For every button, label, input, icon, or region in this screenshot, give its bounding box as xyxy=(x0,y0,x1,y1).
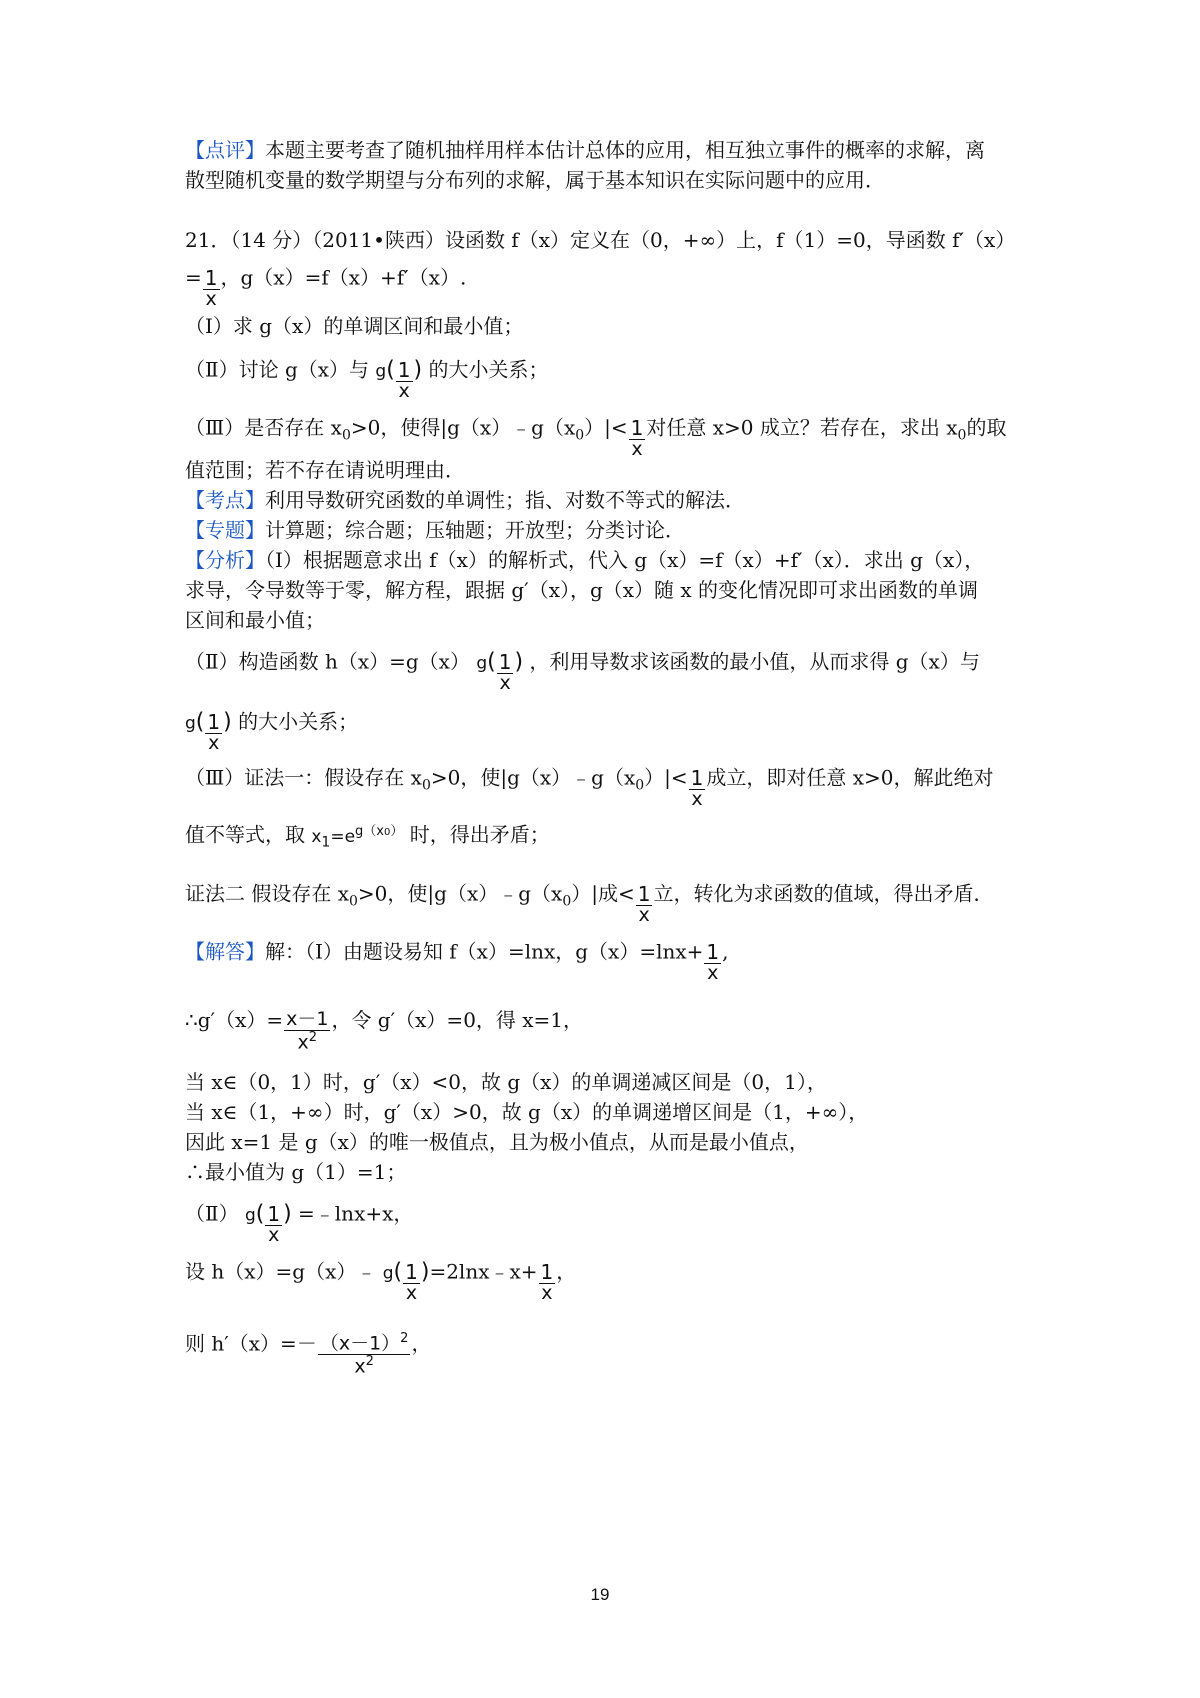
g-symbol: g xyxy=(382,1263,394,1284)
frac-den: x xyxy=(629,439,646,460)
fenxi-p2-c: 的大小关系； xyxy=(238,709,359,734)
frac-den: x xyxy=(265,1225,282,1246)
problem-part-1 xyxy=(185,312,1045,340)
fenxi-text-3: 区间和最小值； xyxy=(185,608,325,632)
frac-den: x xyxy=(396,381,413,402)
subscript-0: 0 xyxy=(341,427,351,444)
fenxi-p4-b: >0，使|g（x）﹣g（x xyxy=(357,881,563,906)
jieda-line-1: 【解答】解：（Ⅰ）由题设易知 f（x）=lnx，g（x）=lnx+ $\frac{1}{x}$ , xyxy=(185,939,729,984)
fraction-1-over-x xyxy=(629,418,646,460)
jieda-line-9 xyxy=(185,1322,1045,1378)
fenxi-p2-a: （Ⅱ）构造函数 h（x）=g（x） xyxy=(185,649,470,674)
fraction-1-over-x xyxy=(704,942,721,984)
fenxi-text-1: （Ⅰ）根据题意求出 f（x）的解析式，代入 g（x）=f（x）+f′（x）．求出 g（x）， xyxy=(265,548,985,572)
fraction-derivative xyxy=(284,1010,330,1053)
subscript-0: 0 xyxy=(957,427,967,444)
part-3-text-c: ）|< xyxy=(584,415,628,440)
g-symbol: g xyxy=(244,1205,256,1226)
fenxi-p4-a: 证法二 假设存在 x xyxy=(185,881,349,906)
fraction-1-over-x xyxy=(539,1262,556,1304)
problem-line-1 xyxy=(185,226,1045,254)
frac-den: x xyxy=(689,789,706,810)
frac-num: 1 xyxy=(405,1260,418,1284)
fenxi-p3-b: >0，使|g（x）﹣g（x xyxy=(430,765,636,790)
frac-den: x xyxy=(539,1283,556,1304)
fraction-1-over-x xyxy=(203,268,220,310)
review-text-1: 本题主要考查了随机抽样用样本估计总体的应用，相互独立事件的概率的求解，离 xyxy=(265,138,985,162)
jieda-line-7: （Ⅱ） g( $\frac{1}{x}$ ) =﹣lnx+x， xyxy=(185,1201,414,1246)
fenxi-p4-d: 立，转化为求函数的值域，得出矛盾． xyxy=(653,881,994,906)
subscript-0: 0 xyxy=(575,427,585,444)
fenxi-line-3 xyxy=(185,606,1045,634)
x-symbol: x xyxy=(311,826,322,847)
frac-den: x xyxy=(704,963,721,984)
jieda-l8-c: ， xyxy=(556,1259,577,1284)
exp-sub-0: 0 xyxy=(384,827,391,838)
frac-num: x－1 xyxy=(286,1008,329,1030)
fraction-1-over-x xyxy=(205,712,222,754)
review-line-2 xyxy=(185,166,1045,194)
frac-num: 1 xyxy=(690,766,704,790)
g-symbol: g xyxy=(476,653,488,674)
fenxi-part-2: （Ⅱ）构造函数 h（x）=g（x） g( $\frac{1}{x}$ ) ，利用导数求该函数的最小值，从而求得 g（x）与 xyxy=(185,649,980,694)
problem-part-3-line-2 xyxy=(185,456,1045,484)
zhuanti-tag: 【专题】 xyxy=(185,518,265,542)
jieda-line-5 xyxy=(185,1128,1045,1156)
problem-part-2: （Ⅱ）讨论 g（x）与 g( $\frac{1}{x}$ ) 的大小关系； xyxy=(185,357,549,402)
page-number: 19 xyxy=(590,1585,610,1604)
fenxi-text-2: 求导，令导数等于零，解方程，跟据 g′（x），g（x）随 x 的变化情况即可求出函数的单调 xyxy=(185,578,979,602)
subscript-0: 0 xyxy=(349,893,358,910)
fenxi-line-1 xyxy=(185,546,1045,574)
jieda-l9-a: 则 h′（x）=－ xyxy=(185,1331,317,1356)
part-2-text-a: （Ⅱ）讨论 g（x）与 xyxy=(185,357,370,382)
fraction-1-over-x xyxy=(396,360,413,402)
jieda-tag: 【解答】 xyxy=(185,939,265,964)
equals-e: =e xyxy=(330,826,356,847)
frac-den: x xyxy=(203,289,220,310)
jieda-l1-a: 解：（Ⅰ）由题设易知 f（x）=lnx，g（x）=lnx+ xyxy=(265,939,704,964)
subscript-0: 0 xyxy=(635,777,645,794)
den-x: x xyxy=(354,1355,366,1378)
jieda-l8-b: =2lnx﹣x+ xyxy=(429,1259,538,1284)
den-exp-2: 2 xyxy=(365,1354,374,1370)
num-base: （x－1） xyxy=(319,1332,401,1355)
jieda-line-2 xyxy=(185,1000,1045,1054)
review-text-2: 散型随机变量的数学期望与分布列的求解，属于基本知识在实际问题中的应用． xyxy=(185,168,885,192)
review-tag: 【点评】 xyxy=(185,138,265,162)
kaodian-line xyxy=(185,486,1045,514)
g-symbol: g xyxy=(375,361,387,382)
zhuanti-text: 计算题；综合题；压轴题；开放型；分类讨论． xyxy=(265,518,685,542)
frac-num: 1 xyxy=(630,416,644,440)
frac-num: 1 xyxy=(706,940,720,964)
jieda-l6: ∴最小值为 g（1）=1； xyxy=(185,1160,407,1184)
part-3-text-a: （Ⅲ）是否存在 x xyxy=(185,415,342,440)
jieda-line-6 xyxy=(185,1158,1045,1186)
exponent xyxy=(355,824,403,839)
part-3-text-e: 的取 xyxy=(966,415,1007,440)
jieda-l9-b: ， xyxy=(411,1331,432,1356)
frac-den xyxy=(284,1030,330,1053)
fenxi-p3-c: ）|< xyxy=(644,765,688,790)
jieda-l5: 因此 x=1 是 g（x）的唯一极值点，且为极小值点，从而是最小值点， xyxy=(185,1130,809,1154)
fenxi-p3-d: 成立，即对任意 x>0，解此绝对 xyxy=(706,765,994,790)
fenxi-p3-line2-a: 值不等式，取 xyxy=(185,822,305,847)
fenxi-line-2 xyxy=(185,576,1045,604)
fenxi-p2-b: ，利用导数求该函数的最小值，从而求得 g（x）与 xyxy=(529,649,980,674)
fraction-1-over-x xyxy=(497,652,514,694)
zhuanti-line xyxy=(185,516,1045,544)
jieda-l8-a: 设 h（x）=g（x）﹣ xyxy=(185,1259,377,1284)
jieda-l2-a: ∴g′（x）= xyxy=(185,1008,284,1033)
part-1-text: （Ⅰ）求 g（x）的单调区间和最小值； xyxy=(185,314,524,338)
jieda-l2-b: ，令 g′（x）=0，得 x=1， xyxy=(331,1008,584,1033)
part-3-text-b: >0，使得|g（x）﹣g（x xyxy=(350,415,576,440)
frac-den: x xyxy=(403,1283,420,1304)
frac-num: 1 xyxy=(207,710,221,734)
fraction-1-over-x xyxy=(689,768,706,810)
problem-stem-1: 21．（14 分）（2011•陕西）设函数 f（x）定义在（0，+∞）上，f（1）=0，导函数 f′（x） xyxy=(185,228,1016,252)
jieda-line-3 xyxy=(185,1068,1045,1096)
jieda-l4: 当 x∈（1，+∞）时，g′（x）>0，故 g（x）的单调递增区间是（1，+∞）， xyxy=(185,1100,869,1124)
fraction-1-over-x xyxy=(403,1262,420,1304)
frac-num: 1 xyxy=(267,1202,281,1226)
frac-den: x xyxy=(636,905,653,926)
frac-num xyxy=(318,1332,411,1354)
problem-part-3 xyxy=(185,408,1045,460)
part-3-text-line2: 值范围；若不存在请说明理由． xyxy=(185,458,465,482)
subscript-1: 1 xyxy=(321,834,331,851)
jieda-line-8: 设 h（x）=g（x）﹣ g( $\frac{1}{x}$ )=2lnx﹣x+ $\frac{1}{x}$ ， xyxy=(185,1259,577,1304)
frac-den: x xyxy=(205,733,222,754)
fraction-h-derivative xyxy=(318,1332,411,1378)
part-3-text-d: 对任意 x>0 成立？若存在，求出 x xyxy=(646,415,958,440)
g-symbol: g xyxy=(185,713,196,734)
fraction-1-over-x xyxy=(636,884,653,926)
frac-num: 1 xyxy=(498,650,512,674)
fenxi-part-3-line-2 xyxy=(185,818,1045,856)
frac-num: 1 xyxy=(637,882,651,906)
fenxi-p4-c: ）|成< xyxy=(571,881,635,906)
fenxi-tag: 【分析】 xyxy=(185,548,265,572)
exp-g: g（x xyxy=(355,824,384,839)
frac-num: 1 xyxy=(540,1260,554,1284)
x1-expression xyxy=(311,824,404,851)
fenxi-p3-line2-b: 时，得出矛盾； xyxy=(409,822,550,847)
frac-den xyxy=(318,1354,411,1377)
den-x: x xyxy=(297,1031,309,1054)
problem-line-2 xyxy=(185,258,1045,310)
kaodian-tag: 【考点】 xyxy=(185,488,265,512)
fraction-1-over-x xyxy=(265,1204,282,1246)
subscript-0: 0 xyxy=(562,893,572,910)
exp-close: ） xyxy=(390,824,404,839)
jieda-l7-a: （Ⅱ） xyxy=(185,1201,239,1226)
fenxi-p3-a: （Ⅲ）证法一：假设存在 x xyxy=(185,765,422,790)
review-line-1 xyxy=(185,136,1045,164)
fenxi-part-2-line-2: g( $\frac{1}{x}$ ) 的大小关系； xyxy=(185,709,359,754)
frac-num: 1 xyxy=(204,266,218,290)
jieda-l3: 当 x∈（0，1）时，g′（x）<0，故 g（x）的单调递减区间是（0，1）， xyxy=(185,1070,827,1094)
subscript-0: 0 xyxy=(421,777,431,794)
problem-stem-2: ，g（x）=f（x）+f′（x）. xyxy=(220,265,467,290)
part-2-text-b: 的大小关系； xyxy=(428,357,549,382)
kaodian-text: 利用导数研究函数的单调性；指、对数不等式的解法． xyxy=(265,488,745,512)
fenxi-part-4 xyxy=(185,874,1045,926)
den-exp-2: 2 xyxy=(308,1029,318,1045)
jieda-line-4 xyxy=(185,1098,1045,1126)
num-exp-2: 2 xyxy=(400,1331,409,1346)
equals-sign: = xyxy=(185,265,202,290)
frac-num: 1 xyxy=(397,358,411,382)
fenxi-part-3 xyxy=(185,758,1045,810)
frac-den: x xyxy=(497,673,514,694)
jieda-l7-b: =﹣lnx+x， xyxy=(298,1201,414,1226)
